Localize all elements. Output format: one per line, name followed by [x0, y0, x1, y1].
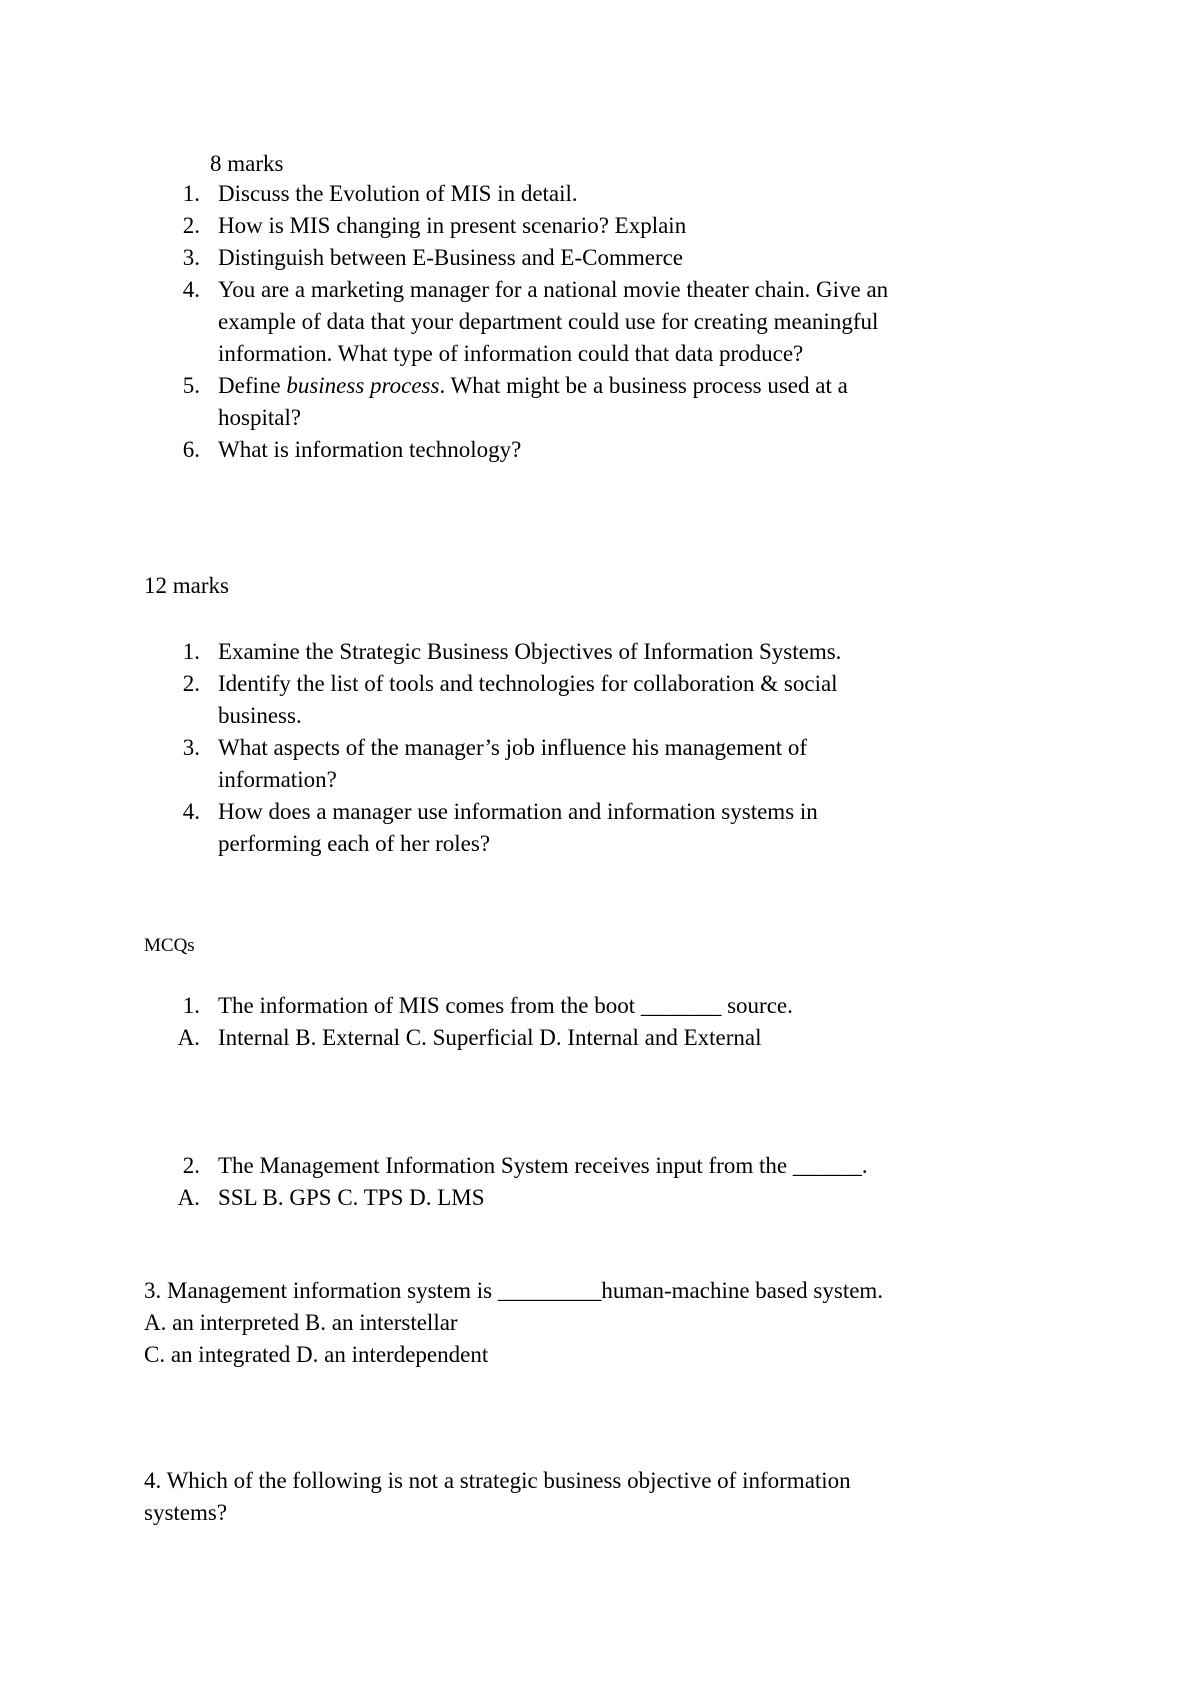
question-text: Identify the list of tools and technologies for collaboration & social	[218, 671, 838, 696]
question-text: Discuss the Evolution of MIS in detail.	[218, 181, 578, 206]
question-text: What is information technology?	[218, 437, 522, 462]
question-text: You are a marketing manager for a national movie theater chain. Give an	[218, 277, 889, 302]
mcq-options: C. an integrated D. an interdependent	[144, 1342, 489, 1367]
question-text-continued: example of data that your department could use for creating meaningful	[218, 309, 879, 334]
list-number: 6.	[182, 437, 200, 462]
question-text-part: . What might be a business process used at a	[439, 373, 848, 398]
question-text-continued: information. What type of information could that data produce?	[218, 341, 804, 366]
mcq-item: 3. Management information system is _________human-machine based system.	[144, 1278, 884, 1303]
options-text: Internal B. External C. Superficial D. Internal and External	[218, 1025, 762, 1050]
question-text: Distinguish between E-Business and E-Commerce	[218, 245, 684, 270]
question-text: The information of MIS comes from the boot _______ source.	[218, 993, 793, 1018]
question-text: What aspects of the manager’s job influence his management of	[218, 735, 808, 760]
question-text-part: Define	[218, 373, 287, 398]
mcqs-heading: MCQs	[144, 935, 195, 956]
list-number: 2.	[182, 1153, 200, 1178]
list-number: 3.	[182, 245, 200, 270]
italic-term: business process	[286, 373, 440, 398]
list-number: 1.	[182, 639, 200, 664]
question-text-continued: systems?	[144, 1500, 228, 1525]
question-text: How does a manager use information and information systems in	[218, 799, 818, 824]
question-text: How is MIS changing in present scenario? Explain	[218, 213, 687, 238]
option-letter: A.	[177, 1025, 200, 1050]
option-letter: A.	[177, 1185, 200, 1210]
question-text-continued: information?	[218, 767, 337, 792]
question-text: Examine the Strategic Business Objectives of Information Systems.	[218, 639, 842, 664]
section-12-heading: 12 marks	[144, 573, 229, 598]
question-text-continued: business.	[218, 703, 302, 728]
list-number: 1.	[182, 993, 200, 1018]
list-number: 4.	[182, 799, 200, 824]
question-text-continued: hospital?	[218, 405, 302, 430]
list-number: 1.	[182, 181, 200, 206]
options-text: SSL B. GPS C. TPS D. LMS	[218, 1185, 485, 1210]
question-text	[218, 370, 848, 402]
list-number: 4.	[182, 277, 200, 302]
question-text: The Management Information System receives input from the ______.	[218, 1153, 868, 1178]
list-number: 2.	[182, 671, 200, 696]
section-8-heading: 8 marks	[210, 151, 284, 176]
mcq-options: A. an interpreted B. an interstellar	[144, 1310, 458, 1335]
question-text-continued: performing each of her roles?	[218, 831, 491, 856]
mcq-item: 4. Which of the following is not a strategic business objective of information	[144, 1468, 851, 1493]
list-number: 3.	[182, 735, 200, 760]
list-number: 2.	[182, 213, 200, 238]
list-number: 5.	[182, 373, 200, 398]
